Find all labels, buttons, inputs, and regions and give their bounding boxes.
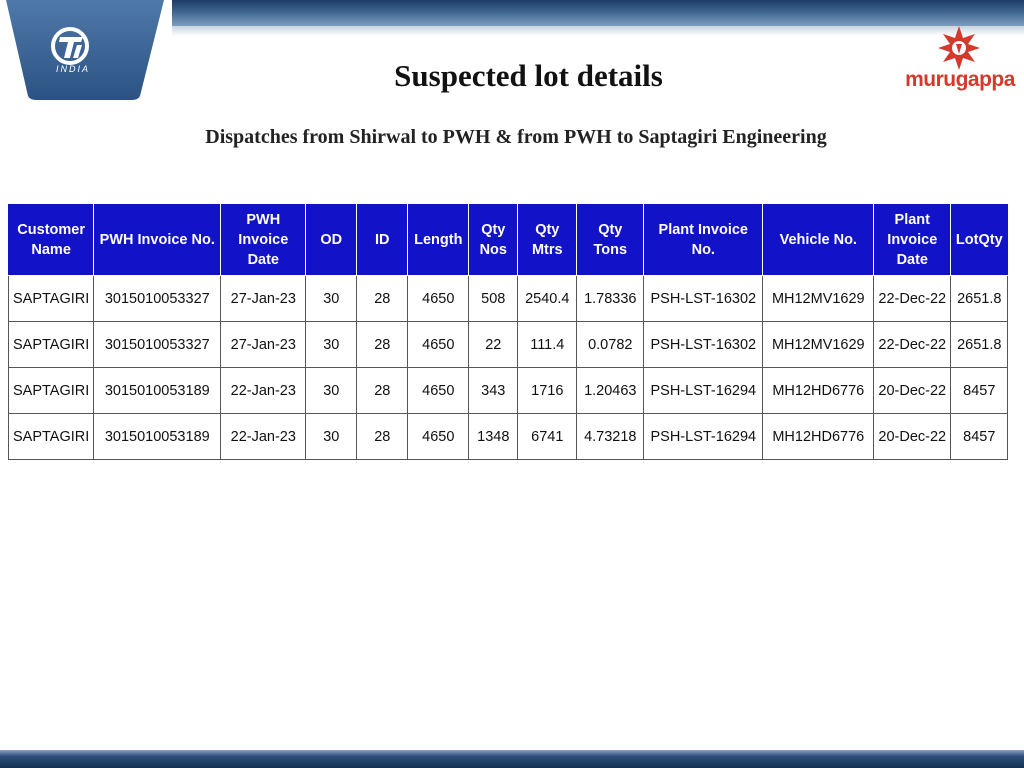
cell-id: 28 — [357, 322, 408, 368]
cell-plant-invoice-no: PSH-LST-16302 — [644, 322, 763, 368]
cell-qty-mtrs: 6741 — [518, 414, 577, 460]
col-qty-tons: Qty Tons — [577, 205, 644, 276]
page-title: Suspected lot details — [394, 58, 663, 93]
cell-id: 28 — [357, 276, 408, 322]
cell-lotqty: 2651.8 — [951, 276, 1008, 322]
col-vehicle-no: Vehicle No. — [763, 205, 874, 276]
cell-pwh-invoice-no: 3015010053189 — [94, 414, 221, 460]
murugappa-wordmark: murugappa — [905, 68, 1015, 91]
cell-length: 4650 — [408, 368, 469, 414]
table-row — [9, 322, 1008, 368]
cell-length: 4650 — [408, 414, 469, 460]
cell-vehicle-no: MH12HD6776 — [763, 414, 874, 460]
cell-plant-invoice-no: PSH-LST-16302 — [644, 276, 763, 322]
cell-od: 30 — [306, 414, 357, 460]
col-id: ID — [357, 205, 408, 276]
cell-pwh-invoice-date: 22-Jan-23 — [221, 368, 306, 414]
cell-pwh-invoice-date: 22-Jan-23 — [221, 414, 306, 460]
cell-vehicle-no: MH12HD6776 — [763, 368, 874, 414]
cell-id: 28 — [357, 368, 408, 414]
table-row — [9, 276, 1008, 322]
cell-customer-name: SAPTAGIRI — [9, 276, 94, 322]
cell-vehicle-no: MH12MV1629 — [763, 322, 874, 368]
cell-customer-name: SAPTAGIRI — [9, 414, 94, 460]
table-header-row — [9, 205, 1008, 276]
col-customer-name: Customer Name — [9, 205, 94, 276]
cell-lotqty: 8457 — [951, 414, 1008, 460]
cell-length: 4650 — [408, 276, 469, 322]
col-plant-invoice-date: Plant Invoice Date — [874, 205, 951, 276]
cell-pwh-invoice-no: 3015010053327 — [94, 322, 221, 368]
col-plant-invoice-no: Plant Invoice No. — [644, 205, 763, 276]
table-row — [9, 414, 1008, 460]
cell-qty-tons: 1.78336 — [577, 276, 644, 322]
cell-qty-nos: 343 — [469, 368, 518, 414]
col-qty-mtrs: Qty Mtrs — [518, 205, 577, 276]
lot-details-table — [8, 204, 1008, 460]
cell-vehicle-no: MH12MV1629 — [763, 276, 874, 322]
table-row — [9, 368, 1008, 414]
cell-qty-tons: 4.73218 — [577, 414, 644, 460]
cell-id: 28 — [357, 414, 408, 460]
ti-logo-text: INDIA — [55, 64, 90, 74]
cell-lotqty: 2651.8 — [951, 322, 1008, 368]
cell-plant-invoice-date: 20-Dec-22 — [874, 414, 951, 460]
cell-customer-name: SAPTAGIRI — [9, 322, 94, 368]
cell-plant-invoice-date: 22-Dec-22 — [874, 276, 951, 322]
cell-plant-invoice-no: PSH-LST-16294 — [644, 368, 763, 414]
cell-customer-name: SAPTAGIRI — [9, 368, 94, 414]
col-lotqty: LotQty — [951, 205, 1008, 276]
col-od: OD — [306, 205, 357, 276]
cell-qty-mtrs: 2540.4 — [518, 276, 577, 322]
col-qty-nos: Qty Nos — [469, 205, 518, 276]
cell-pwh-invoice-date: 27-Jan-23 — [221, 276, 306, 322]
cell-qty-nos: 1348 — [469, 414, 518, 460]
col-pwh-invoice-no: PWH Invoice No. — [94, 205, 221, 276]
cell-qty-nos: 508 — [469, 276, 518, 322]
cell-od: 30 — [306, 322, 357, 368]
cell-qty-mtrs: 111.4 — [518, 322, 577, 368]
cell-od: 30 — [306, 368, 357, 414]
cell-plant-invoice-date: 20-Dec-22 — [874, 368, 951, 414]
cell-qty-tons: 0.0782 — [577, 322, 644, 368]
col-length: Length — [408, 205, 469, 276]
cell-od: 30 — [306, 276, 357, 322]
cell-qty-tons: 1.20463 — [577, 368, 644, 414]
cell-plant-invoice-date: 22-Dec-22 — [874, 322, 951, 368]
cell-qty-nos: 22 — [469, 322, 518, 368]
cell-plant-invoice-no: PSH-LST-16294 — [644, 414, 763, 460]
cell-length: 4650 — [408, 322, 469, 368]
cell-lotqty: 8457 — [951, 368, 1008, 414]
cell-qty-mtrs: 1716 — [518, 368, 577, 414]
bottom-banner — [0, 750, 1024, 768]
cell-pwh-invoice-no: 3015010053189 — [94, 368, 221, 414]
col-pwh-invoice-date: PWH Invoice Date — [221, 205, 306, 276]
page-subtitle: Dispatches from Shirwal to PWH & from PWH to Saptagiri Engineering — [205, 126, 827, 148]
cell-pwh-invoice-no: 3015010053327 — [94, 276, 221, 322]
cell-pwh-invoice-date: 27-Jan-23 — [221, 322, 306, 368]
